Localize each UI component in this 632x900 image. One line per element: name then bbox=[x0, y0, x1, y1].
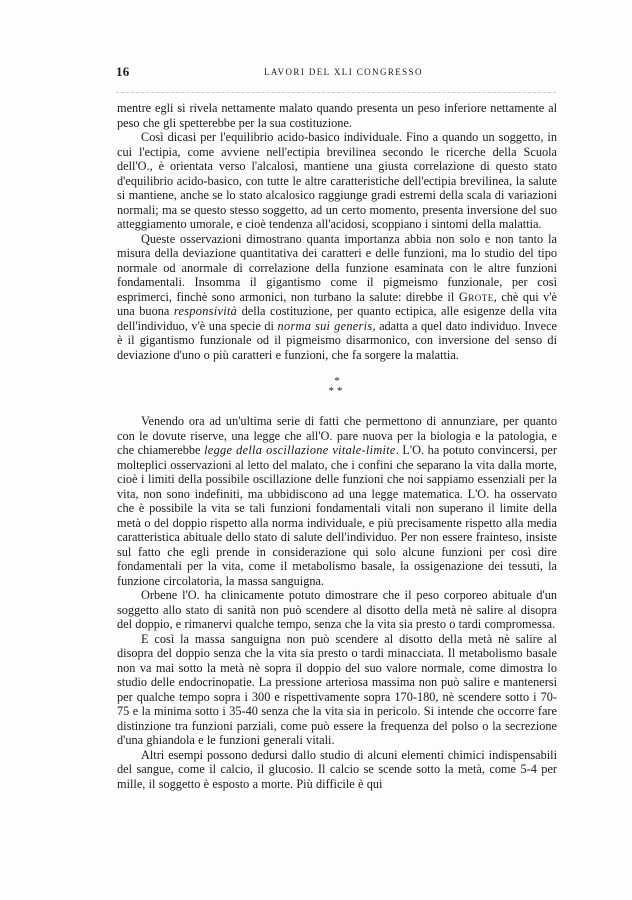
header-rule bbox=[116, 92, 556, 93]
term-responsivita: responsività bbox=[173, 304, 238, 318]
term-norma-sui-generis: norma sui generis bbox=[277, 318, 373, 333]
paragraph-4-part-1: Venendo ora ad un'ultima serie di fatti che permettono di annunziare, per quanto con le dovute riserve, una legge che all'O. pare nuova per la biologia e la patologia, e che chiamerebbe bbox=[117, 414, 557, 457]
asterism-bottom: ** bbox=[328, 385, 346, 397]
asterism-top: * bbox=[334, 375, 340, 387]
body-text bbox=[117, 101, 557, 791]
paragraph-4 bbox=[117, 414, 557, 588]
term-legge-oscillazione: legge della oscillazione vitale-limite bbox=[204, 443, 396, 457]
paragraph-3 bbox=[117, 232, 557, 363]
paragraph-7: Altri esempi possono dedursi dallo studio di alcuni elementi chimici indispensabili del sangue, come il calcio, il glucosio. Il calcio se scende sotto la metà, come 5-4 per mille, il soggetto è esposto a morte. Più difficile è qui bbox=[117, 747, 557, 791]
author-name-grote: Grote bbox=[458, 289, 494, 304]
page-number: 16 bbox=[116, 64, 130, 79]
paragraph-5: Orbene l'O. ha clinicamente potuto dimostrare che il peso corporeo abituale d'un soggetto allo stato di sanità non può scendere al disotto della metà nè salire al disopra del doppio, e rimanervi qualche tempo, senza che la vita sia presto o tardi compromessa. bbox=[117, 588, 557, 631]
section-asterism bbox=[117, 376, 557, 406]
paragraph-3-part-1: Queste osservazioni dimostrano quanta importanza abbia non solo e non tanto la misura della deviazione quantitativa dei caratteri e delle funzioni, ma lo studio del tipo normale od anormale di correlazione della funzione esaminata con le altre funzioni fondamentali. Insomma il gigantismo come il pigmeismo funzionale, per così esprimerci, finchè sono armonici, non turbano la salute: direbbe il bbox=[117, 231, 557, 304]
running-head: LAVORI DEL XLI CONGRESSO bbox=[264, 67, 423, 77]
paragraph-3-part-3: della costituzione, per quanto ectipica, alle esigenze della vita dell'individuo, v'è una specie di bbox=[117, 304, 558, 333]
paragraph-6: E così la massa sanguigna non può scendere al disotto della metà nè salire al disopra del doppio senza che la vita sia presto o tardi minacciata. Il metabolismo basale non va mai sotto la metà nè sopra il doppio del suo valore normale, come dimostra lo studio delle endocrinopatie. La pressione arteriosa massima non può salire e mantenersi per qualche tempo sopra i 300 e rispettivamente sopra 170-180, nè scendere sotto i 70-75 e la minima sotto i 35-40 senza che la vita sia in pericolo. Si intende che occorre fare distinzione tra funzioni parziali, come può essere la frequenza del polso o la secrezione d'una ghiandola e le funzioni generali vitali. bbox=[117, 631, 557, 747]
paragraph-2: Così dicasi per l'equilibrio acido-basico individuale. Fino a quando un soggetto, in cui l'ectipia, come avviene nell'ectipia brevilinea secondo le ricerche della Scuola dell'O., è orientata verso l'alcalosi, mantiene una giusta correlazione di questo stato d'equilibrio acido-basico, con tutte le altre caratteristiche dell'ectipia brevilinea, la salute si mantiene, anche se lo stato alcalosico raggiunge gradi estremi della scala di variazioni normali; ma se questo stesso soggetto, ad un certo momento, presenta inversione del suo atteggiamento umorale, e cioè tendenza all'acidosi, scoppiano i sintomi della malattia. bbox=[117, 130, 557, 231]
paragraph-1: mentre egli si rivela nettamente malato quando presenta un peso inferiore nettamente al peso che gli spetterebbe per la sua costituzione. bbox=[117, 101, 557, 130]
paragraph-3-part-4: , adatta a quel dato individuo. Invece è il gigantismo funzionale od il pigmeismo disarmonico, con inversione del senso di deviazione d'uno o più caratteri e funzioni, che fa sorgere la malattia. bbox=[117, 318, 558, 362]
paragraph-3-part-2: , chè qui v'è una buona bbox=[117, 289, 558, 318]
paragraph-4-part-2: . L'O. ha potuto convincersi, per molteplici osservazioni al letto del malato, che i confini che separano la vita dalla morte, cioè i limiti della possibile oscillazione delle funzioni che noi sappiamo essenziali per la vita, non sono indefiniti, ma ubbidiscono ad una legge matematica. L'O. ha osservato che è possibile la vita se tali funzioni fondamentali vitali non superano il limite della metà o del doppio rispetto alla norma individuale, e più precisamente rispetto alla media caratteristica abituale dello stato di salute dell'individuo. Per non essere frainteso, insiste sul fatto che egli prende in considerazione qui solo alcune funzioni per così dire fondamentali per la vita, come il metabolismo basale, la ossigenazione dei tessuti, la funzione circolatoria, la massa sanguigna. bbox=[117, 443, 557, 588]
page-header bbox=[116, 64, 556, 82]
